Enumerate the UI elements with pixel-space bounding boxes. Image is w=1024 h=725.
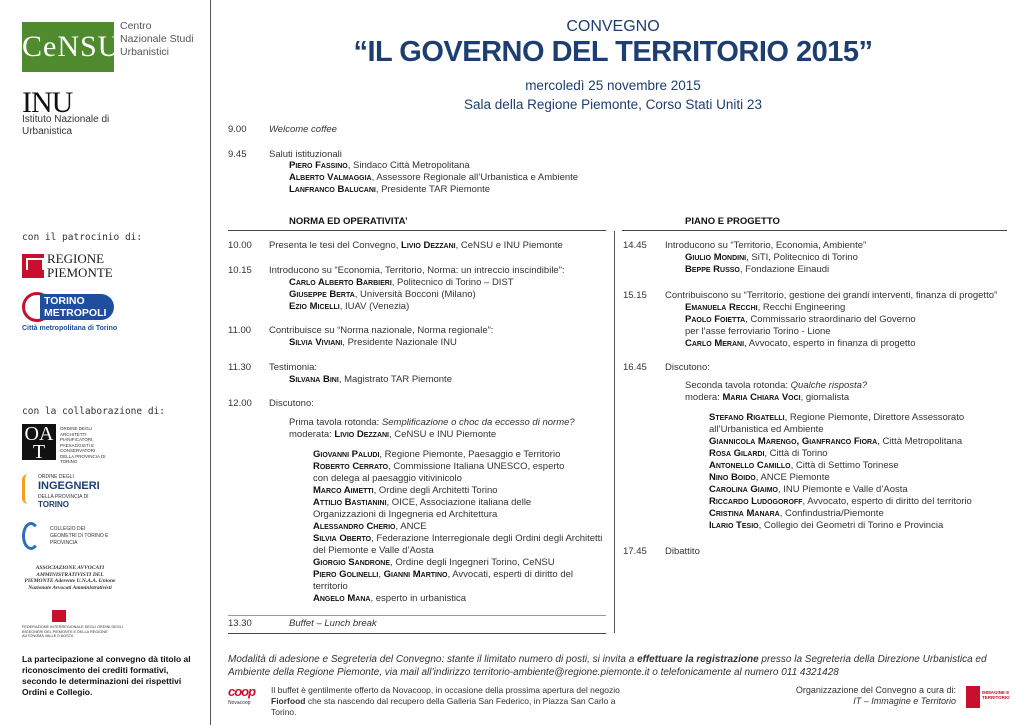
program-item: Contribuisce su “Norma nazionale, Norma regionale”:	[269, 325, 494, 336]
discussant-cont: all’Urbanistica ed Ambiente	[709, 424, 824, 435]
avvocati-logo: ASSOCIAZIONE AVVOCATI AMMINISTRATIVISTI DEL PIEMONTE Aderente U.N.A.A. Unione Nazionale Avvocati Amministrativisti	[24, 565, 116, 591]
speaker: Silvana Bini, Magistrato TAR Piemonte	[289, 374, 452, 385]
discussant: Antonello Camillo, Città di Settimo Torinese	[709, 460, 899, 471]
discussant: Roberto Cerrato, Commissione Italiana UNESCO, esperto	[313, 461, 565, 472]
geometri-text: COLLEGIO DEI GEOMETRI DI TORINO E PROVINCIA	[50, 526, 109, 546]
time-1200: 12.00	[228, 398, 252, 409]
left-top-rule	[228, 230, 606, 231]
censu-logo: CeNSU	[22, 22, 114, 72]
discussant: Giovanni Paludi, Regione Piemonte, Paesaggio e Territorio	[313, 449, 561, 460]
discussant-cont: Organizzazioni di Ingegneria ed Architettura	[313, 509, 498, 520]
event-title: “IL GOVERNO DEL TERRITORIO 2015”	[353, 36, 873, 68]
discussant: Giannicola Marengo, Gianfranco Fiora, Città Metropolitana	[709, 436, 963, 447]
convegno-label: CONVEGNO	[566, 18, 660, 35]
organizer	[756, 685, 956, 707]
speaker: Emanuela Recchi, Recchi Engineering	[685, 302, 846, 313]
discussant: Angelo Mana, esperto in urbanistica	[313, 593, 467, 604]
speaker: Carlo Merani, Avvocato, esperto in finanza di progetto	[685, 338, 916, 349]
inu-name: Istituto Nazionale di Urbanistica	[22, 114, 110, 137]
oa-text: ORDINE DEGLI ARCHITETTI PIANIFICATORI, PAESAGGISTI E CONSERVATORI DELLA PROVINCIA DI TORINO	[60, 426, 106, 464]
program-item: Contribuiscono su “Territorio, gestione dei grandi interventi, finanza di progetto”	[665, 290, 998, 301]
ingegneri-city: TORINO	[38, 500, 69, 509]
time-1645: 16.45	[623, 362, 647, 373]
moderator: moderata: Livio Dezzani, CeNSU e INU Piemonte	[289, 429, 497, 440]
dibattito: Dibattito	[665, 546, 700, 557]
left-bottom-rule	[228, 633, 606, 634]
torino-metropoli-logo	[22, 292, 122, 334]
right-top-rule	[622, 230, 1007, 231]
discussant-cont: con delega al paesaggio vitivinicolo	[313, 473, 462, 484]
discussant: Nino Boido, ANCE Piemonte	[709, 472, 830, 483]
discussant: Silvia Oberto, Federazione Interregionale degli Ordini degli Architetti	[313, 533, 603, 544]
regione-line1: REGIONE	[47, 251, 105, 266]
event-place: Sala della Regione Piemonte, Corso Stati Uniti 23	[464, 97, 762, 112]
speaker: Ezio Micelli, IUAV (Venezia)	[289, 301, 410, 312]
it-logo-text: IMMAGINE E TERRITORIO	[982, 690, 1010, 700]
time-1015: 10.15	[228, 265, 252, 276]
buffet-note: Il buffet è gentilmente offerto da Novacoop, in occasione della prossima apertura del negozio Fiorfood che sta nascendo dal recupero della Galleria San Federico, in Piazza San Carlo a Torino.	[271, 685, 620, 717]
regione-shield-icon	[22, 254, 44, 278]
torino-line2: METROPOLI	[44, 307, 107, 319]
right-heading: PIANO E PROGETTO	[685, 216, 780, 227]
left-heading: NORMA ED OPERATIVITA’	[289, 216, 408, 227]
discussant-cont: territorio	[313, 581, 348, 592]
discussant: Cristina Manara, Confindustria/Piemonte	[709, 508, 884, 519]
regione-piemonte-logo	[22, 252, 122, 282]
saluti: Saluti istituzionali	[269, 149, 342, 160]
inu-logo: INU	[22, 86, 73, 119]
registration-info: Modalità di adesione e Segreteria del Convegno: stante il limitato numero di posti, si invita a effettuare la registrazione presso la Segreteria della Direzione Urbanistica ed Ambiente della Regione Piemonte, via mail all’indirizzo territorio-ambiente@regione.piemonte.it o telefonicamente al numero 011 4321428	[228, 654, 987, 678]
geometri-emblem-icon	[22, 522, 40, 550]
buffet: Buffet – Lunch break	[289, 618, 377, 629]
program-item: Introducono su “Economia, Territorio, Norma: un intreccio inscindibile”:	[269, 265, 565, 276]
speaker: Beppe Russo, Fondazione Einaudi	[685, 264, 830, 275]
it-logo-icon	[966, 686, 980, 708]
lunch-rule	[228, 615, 606, 616]
ingegneri-top: ORDINE DEGLI	[38, 474, 74, 480]
patrocinio-label: con il patrocinio di:	[22, 232, 143, 243]
coop-sub: Novacoop	[228, 700, 251, 706]
discussant: Piero Golinelli, Gianni Martino, Avvocati, esperti di diritto del	[313, 569, 573, 580]
program-item: Discutono:	[269, 398, 314, 409]
sidebar	[0, 0, 210, 725]
column-divider	[614, 231, 615, 633]
program-item: Introducono su “Territorio, Economia, Ambiente”	[665, 240, 867, 251]
program-item: Discutono:	[665, 362, 710, 373]
federazione-logo	[22, 610, 132, 640]
time-900: 9.00	[228, 124, 247, 135]
time-1445: 14.45	[623, 240, 647, 251]
event-date: mercoledì 25 novembre 2015	[525, 78, 701, 93]
speaker: Giuseppe Berta, Università Bocconi (Milano)	[289, 289, 476, 300]
speaker: Giulio Mondini, SiTI, Politecnico di Torino	[685, 252, 858, 263]
oa-logo	[22, 424, 112, 464]
discussant: Ilario Tesio, Collegio dei Geometri di Torino e Provincia	[709, 520, 944, 531]
time-1330: 13.30	[228, 618, 252, 629]
discussant: Riccardo Ludogoroff, Avvocato, esperto di diritto del territorio	[709, 496, 972, 507]
discussant-cont: del Piemonte e Valle d’Aosta	[313, 545, 434, 556]
time-945: 9.45	[228, 149, 247, 160]
torino-line1: TORINO	[44, 295, 85, 307]
geometri-logo	[22, 522, 112, 556]
ingegneri-mid: INGEGNERI	[38, 480, 100, 492]
discussant: Marco Aimetti, Ordine degli Architetti Torino	[313, 485, 498, 496]
federazione-emblem-icon	[52, 610, 66, 622]
saluti-speaker: Piero Fassino, Sindaco Città Metropolitana	[289, 160, 470, 171]
organizer-label: Organizzazione del Convegno a cura di:	[795, 685, 956, 695]
round-table: Seconda tavola rotonda: Qualche risposta?	[685, 380, 868, 391]
collab-label: con la collaborazione di:	[22, 406, 165, 417]
moderator: modera: Maria Chiara Voci, giornalista	[685, 392, 850, 403]
welcome-coffee: Welcome coffee	[269, 124, 337, 135]
speaker-cont: per l’asse ferroviario Torino - Lione	[685, 326, 831, 337]
discussant: Giorgio Sandrone, Ordine degli Ingegneri Torino, CeNSU	[313, 557, 555, 568]
speaker: Carlo Alberto Barbieri, Politecnico di Torino – DIST	[289, 277, 514, 288]
oa-mark: OA T	[22, 424, 56, 460]
organizer-name: IT – Immagine e Territorio	[853, 696, 956, 706]
time-1100: 11.00	[228, 325, 252, 336]
discussant: Stefano Rigatelli, Regione Piemonte, Direttore Assessorato	[709, 412, 965, 423]
discussant: Carolina Giaimo, INU Piemonte e Valle d’Aosta	[709, 484, 908, 495]
time-1000: 10.00	[228, 240, 252, 251]
coop-logo: coop	[228, 684, 256, 699]
saluti-speaker: Alberto Valmaggia, Assessore Regionale all’Urbanistica e Ambiente	[289, 172, 579, 183]
ingegneri-sub: DELLA PROVINCIA DI	[38, 494, 89, 500]
censu-name: Centro Nazionale Studi Urbanistici	[120, 20, 194, 58]
program-item: Testimonia:	[269, 362, 318, 373]
time-1745: 17.45	[623, 546, 647, 557]
discussant: Attilio Bastianini, OICE, Associazione italiana delle	[313, 497, 532, 508]
saluti-speaker: Lanfranco Balucani, Presidente TAR Piemonte	[289, 184, 491, 195]
federazione-text: FEDERAZIONE INTERREGIONALE DEGLI ORDINI DEGLI INGEGNERI DEL PIEMONTE E DELLA REGIONE AUTONOMA VALLE D'AOSTA	[22, 625, 123, 638]
sidebar-divider	[210, 0, 211, 725]
ingegneri-logo	[22, 474, 132, 510]
speaker: Silvia Viviani, Presidente Nazionale INU	[289, 337, 457, 348]
discussant: Rosa Gilardi, Città di Torino	[709, 448, 828, 459]
credits-note: La partecipazione al convegno dà titolo al riconoscimento dei crediti formativi, secondo le determinazioni dei rispettivi Ordini e Collegio.	[22, 654, 191, 697]
torino-sub: Città metropolitana di Torino	[22, 325, 118, 332]
program-item: Presenta le tesi del Convegno, Livio Dezzani, CeNSU e INU Piemonte	[269, 240, 563, 251]
discussant: Alessandro Cherio, ANCE	[313, 521, 427, 532]
ingegneri-swoosh-icon	[22, 474, 34, 504]
regione-line2: PIEMONTE	[47, 265, 113, 280]
speaker: Paolo Foietta, Commissario straordinario del Governo	[685, 314, 916, 325]
round-table: Prima tavola rotonda: Semplificazione o choc da eccesso di norme?	[289, 417, 575, 428]
time-1515: 15.15	[623, 290, 647, 301]
time-1130: 11.30	[228, 362, 252, 373]
